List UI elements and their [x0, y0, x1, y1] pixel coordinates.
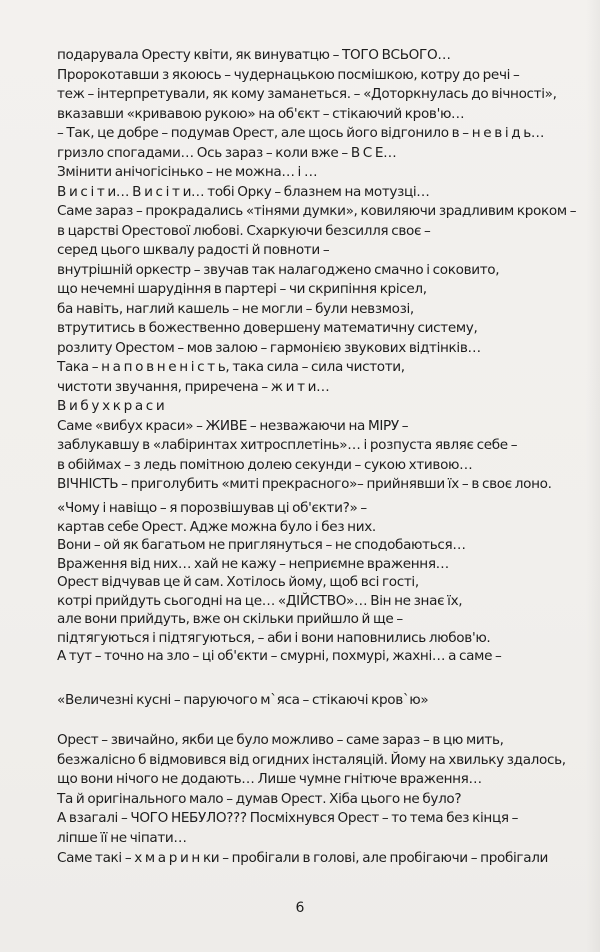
text-line: ба навіть, наглий кашель – не могли – були невзмозі, — [57, 300, 414, 317]
text-line: серед цього шквалу радості й повноти – — [57, 242, 330, 258]
text-line: котрі прийдуть сьогодні на це… «ДІЙСТВО»… Він не знає їх, — [57, 592, 463, 609]
text-line: А тут – точно на зло – ці об'єкти – смурні, похмурі, жахні… а саме – — [57, 648, 502, 664]
text-line: В и с і т и… В и с і т и… тобі Орку – блазнем на мотузці… — [57, 183, 430, 200]
paragraph-block-2 — [57, 499, 597, 666]
text-line: – Так, це добре – подумав Орест, але щось його відгонило в – н е в і д ь… — [57, 125, 545, 141]
text-line: Саме такі – х м а р и н ки – пробігали в голові, але пробігаючи – пробігали — [57, 849, 549, 866]
text-line: що нечемні шарудіння в партері – чи скрипіння крісел, — [57, 281, 427, 297]
quote-line — [57, 691, 597, 711]
text-line: чистоти звучання, приречена – ж и т и… — [57, 378, 330, 395]
page-number: 6 — [295, 900, 305, 916]
text-line: гризло спогадами… Ось зараз – коли вже – В С Е… — [57, 144, 397, 161]
text-line: підтягуються і підтягуються, – аби і вони наповнились любов'ю. — [57, 629, 491, 646]
text-line: А взагалі – ЧОГО НЕБУЛО??? Посміхнувся Орест – то тема без кінця – — [57, 810, 519, 827]
text-line: ліпше її не чіпати… — [57, 829, 187, 846]
text-line: вказавши «кривавою рукою» на об'єкт – стікаючий кров'ю… — [57, 105, 465, 122]
text-line: в царстві Орестової любові. Схаркуючи безсилля своє – — [57, 222, 431, 239]
text-line: що вони нічого не додають… Лише чумне гнітюче враження… — [57, 771, 482, 788]
text-line: Вони – ой як багатьом не приглянуться – не сподобаються… — [57, 537, 466, 553]
paragraph-block-3 — [57, 731, 597, 868]
text-line: внутрішній оркестр – звучав так налагоджено смачно і соковито, — [57, 261, 500, 278]
text-line: ВІЧНІСТЬ – приголубить «миті прекрасного»– прийнявши їх – в своє лоно. — [57, 476, 552, 492]
text-line: Та й оригінального мало – думав Орест. Хіба цього не було? — [57, 790, 462, 807]
text-line: Змінити анічогісінько – не можна… і … — [57, 164, 318, 180]
text-line: картав себе Орест. Адже можна було і без них. — [57, 518, 376, 535]
text-line: «Чому і навіщо – я порозвішував ці об'єкти?» – — [57, 500, 367, 516]
text-line: В и б у х к р а с и — [57, 398, 165, 414]
text-line: Орест відчував це й сам. Хотілось йому, щоб всі гості, — [57, 574, 419, 590]
text-line: заблукавшу в «лабіринтах хитросплетінь»… і розпуста являє себе – — [57, 437, 518, 453]
text-line: Саме зараз – прокрадались «тінями думки», ковиляючи зрадливим кроком – — [57, 203, 577, 219]
text-line: подарувала Оресту квіти, як винуватцю – ТОГО ВСЬОГО… — [57, 47, 451, 63]
text-line: в обіймах – з ледь помітною долею секунди – сукою хтивою… — [57, 456, 473, 473]
text-line: Орест – звичайно, якби це було можливо – саме зараз – в цю мить, — [57, 732, 504, 748]
text-line: втрутитись в божественно довершену математичну систему, — [57, 320, 478, 336]
text-line: Пророкотавши з якоюсь – чудернацькою посмішкою, котру до речі – — [57, 66, 520, 83]
text-line: теж – інтерпретували, як кому заманеться. – «Доторкнулась до вічності», — [57, 86, 557, 102]
text-line: «Величезні кусні – паруючого м`яса – стікаючі кров`ю» — [57, 692, 429, 708]
text-line: Така – н а п о в н е н і с т ь, така сила – сила чистоти, — [57, 359, 405, 375]
text-line: розлиту Орестом – мов залою – гармонією звукових відтінків… — [57, 339, 481, 356]
text-line: Саме «вибух краси» – ЖИВЕ – незважаючи на МІРУ – — [57, 417, 409, 434]
text-line: але вони прийдуть, вже он скільки прийшло й ще – — [57, 611, 403, 627]
paragraph-block-1 — [57, 46, 597, 495]
text-line: безжалісно б відмовився від огидних інсталяцій. Йому на хвильку здалось, — [57, 751, 566, 768]
text-line: Враження від них… хай не кажу – неприємне враження… — [57, 555, 449, 572]
